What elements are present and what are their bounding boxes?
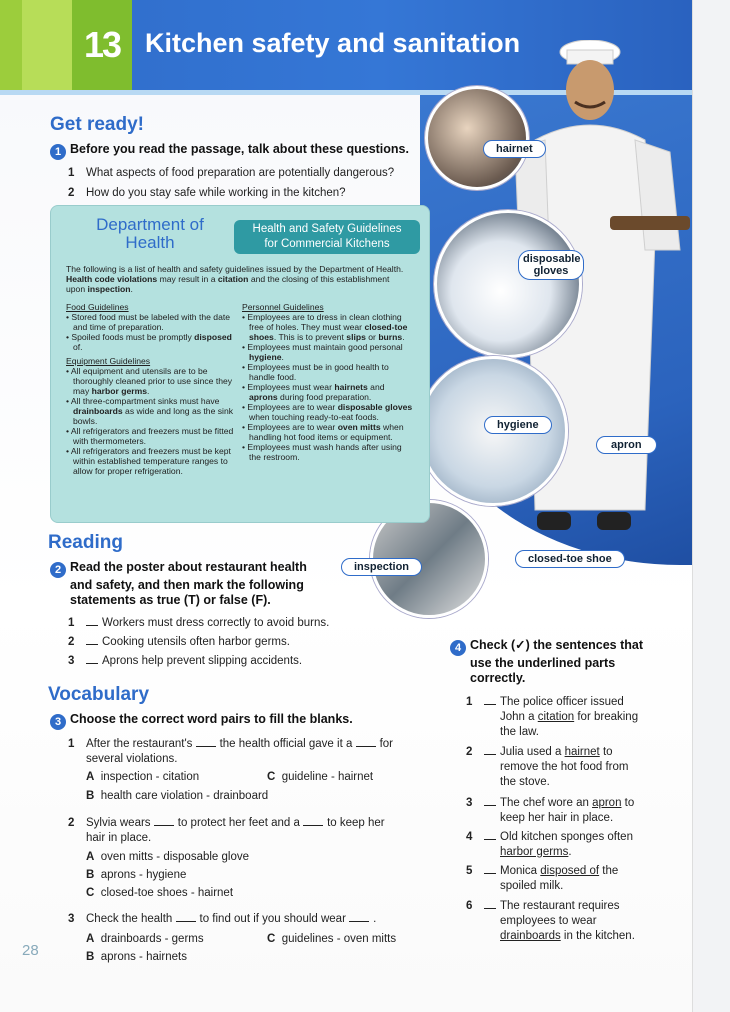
check-blank[interactable] [484,899,496,909]
reading-item: 2 Cooking utensils often harbor germs. [68,636,290,648]
check-blank[interactable] [484,695,496,705]
vocab-option[interactable]: A drainboards - germs [86,933,204,945]
hairnet-photo [425,86,529,190]
exercise-number: 4 [450,640,466,656]
answer-blank[interactable] [176,912,196,922]
vocab-option[interactable]: C closed-toe shoes - hairnet [86,887,234,899]
vocab-item-1: 1 After the restaurant's the health official gave it a for several violations. [68,738,393,765]
check-item-2: 2 Julia used a hairnet to remove the hot food from the stove. [466,746,629,788]
header-accent-light [22,0,72,90]
reading-heading: Reading [48,532,123,553]
vocabulary-question: 3 Choose the correct word pairs to fill the blanks. [50,712,353,730]
vocab-option[interactable]: A inspection - citation [86,771,200,783]
answer-blank[interactable] [154,816,174,826]
check-item-5: 5 Monica disposed of the spoiled milk. [466,865,619,892]
check-item-1: 1 The police officer issued John a citation for breaking the law. [466,696,639,738]
tag-inspection: inspection [341,558,422,576]
vocabulary-heading: Vocabulary [48,684,150,705]
header-accent [0,0,22,90]
answer-blank[interactable] [196,737,216,747]
check-blank[interactable] [484,745,496,755]
tag-closed-toe-shoe: closed-toe shoe [515,550,625,568]
poster-guidelines-title: Health and Safety Guidelines for Commercial Kitchens [234,220,420,254]
check-item-3: 3 The chef wore an apron to keep her hair in place. [466,797,635,824]
get-ready-item: 2 How do you stay safe while working in the kitchen? [68,187,346,199]
get-ready-question: 1 Before you read the passage, talk about these questions. [50,142,409,160]
vocab-item-3: 3 Check the health to find out if you should wear . [68,913,377,925]
exercise-number: 2 [50,562,66,578]
vocab-option[interactable]: B health care violation - drainboard [86,790,269,802]
check-blank[interactable] [484,864,496,874]
get-ready-item: 1 What aspects of food preparation are potentially dangerous? [68,167,395,179]
answer-blank[interactable] [86,635,98,645]
vocab-option[interactable]: B aprons - hygiene [86,869,187,881]
poster-left-column: Food Guidelines • Stored food must be labeled with the date and time of preparation. • Spoiled foods must be promptly disposed of. Equipment Guidelines • All equipment and utensils are to be thoroughly cleaned prior to use since they may harbor germs. • All three-compartment sinks must have drainboards as wide and long as the sink bowls. • All refrigerators and freezers must be fitted with thermometers. • All refrigerators and freezers must be kept within established temperature ranges to allow for proper refrigeration. [66,302,234,476]
vocab-option[interactable]: B aprons - hairnets [86,951,187,963]
answer-blank[interactable] [356,737,376,747]
get-ready-heading: Get ready! [50,114,144,135]
check-item-6: 6 The restaurant requires employees to wear drainboards in the kitchen. [466,900,635,942]
poster-department: Department of Health [96,215,204,252]
tag-disposable-gloves: disposable gloves [518,250,584,280]
vocab-item-2: 2 Sylvia wears to protect her feet and a to keep her hair in place. [68,817,385,844]
page-number: 28 [22,942,39,959]
check-blank[interactable] [484,830,496,840]
answer-blank[interactable] [86,654,98,664]
vocab-option[interactable]: C guidelines - oven mitts [267,933,397,945]
page-edge [692,0,730,1012]
unit-title: Kitchen safety and sanitation [145,28,521,58]
exercise-number: 3 [50,714,66,730]
vocab-option[interactable]: A oven mitts - disposable glove [86,851,250,863]
answer-blank[interactable] [86,616,98,626]
tag-hairnet: hairnet [483,140,546,158]
poster-right-column: Personnel Guidelines • Employees are to dress in clean clothing free of holes. They must wear closed-toe shoes. This is to prevent slips or burns. • Employees must maintain good personal hygiene. • Employees must be in good health to handle food. • Employees must wear hairnets and aprons during food preparation. • Employees are to wear disposable gloves when touching ready-to-eat foods. • Employees are to wear oven mitts when handling hot food items or equipment. • Employees must wash hands after using the restroom. [242,302,413,462]
unit-number: 13 [72,0,132,90]
tag-apron: apron [596,436,657,454]
poster-intro: The following is a list of health and safety guidelines issued by the Department of Health. Health code violations may result in a citation and the closing of this establishment upon inspection. [66,264,404,294]
check-blank[interactable] [484,796,496,806]
gloves-photo [434,210,582,358]
tag-hygiene: hygiene [484,416,552,434]
reading-item: 1 Workers must dress correctly to avoid burns. [68,617,330,629]
exercise-number: 1 [50,144,66,160]
check-question: 4 Check (✓) the sentences that use the underlined parts correctly. [450,638,680,686]
reading-item: 3 Aprons help prevent slipping accidents. [68,655,303,667]
answer-blank[interactable] [303,816,323,826]
answer-blank[interactable] [349,912,369,922]
check-item-4: 4 Old kitchen sponges often harbor germs. [466,831,633,858]
reading-question: 2 Read the poster about restaurant health and safety, and then mark the following statements as true (T) or false (F). [50,560,340,608]
vocab-option[interactable]: C guideline - hairnet [267,771,374,783]
